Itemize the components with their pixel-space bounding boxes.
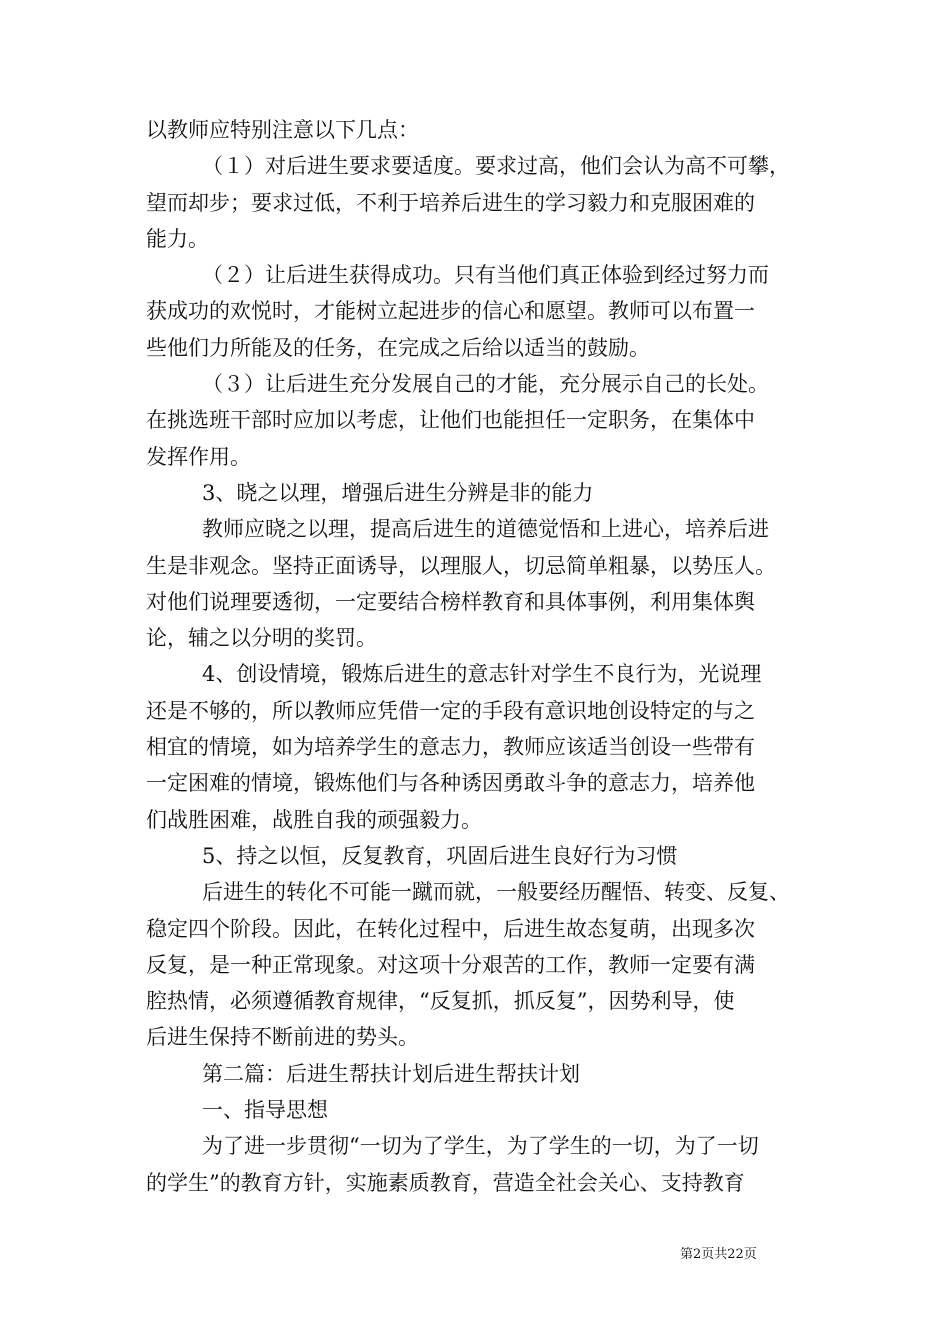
section-heading: 5、持之以恒，反复教育，巩固后进生良好行为习惯 [202,843,678,868]
text-line: 发挥作用。 [146,444,251,469]
text-line: 论，辅之以分明的奖罚。 [146,626,377,651]
text-line: 获成功的欢悦时，才能树立起进步的信心和愿望。教师可以布置一 [146,299,755,324]
text-line: （２）让后进生获得成功。只有当他们真正体验到经过努力而 [202,263,769,288]
text-line: 些他们力所能及的任务，在完成之后给以适当的鼓励。 [146,335,650,360]
text-line: 望而却步；要求过低，不利于培养后进生的学习毅力和克服困难的 [146,190,755,215]
text-line: 还是不够的，所以教师应凭借一定的手段有意识地创设特定的与之 [146,698,755,723]
page-number: 第2页共22页 [680,1247,757,1262]
section-heading: 4、创设情境，锻炼后进生的意志针对学生不良行为，光说理 [202,662,762,687]
text-line: 后进生的转化不可能一蹴而就，一般要经历醒悟、转变、反复、 [202,880,790,905]
section-heading: 一、指导思想 [202,1098,328,1123]
text-line: 生是非观念。坚持正面诱导，以理服人，切忌简单粗暴，以势压人。 [146,553,776,578]
text-line: 反复，是一种正常现象。对这项十分艰苦的工作，教师一定要有满 [146,952,755,977]
text-line: 以教师应特别注意以下几点： [146,118,419,142]
document-body [146,112,816,1201]
text-line: 一定困难的情境，锻炼他们与各种诱因勇敢斗争的意志力，培养他 [146,771,755,796]
text-line: （１）对后进生要求要适度。要求过高，他们会认为高不可攀， [202,154,790,179]
text-line: 后进生保持不断前进的势头。 [146,1025,419,1050]
text-line: 对他们说理要透彻，一定要结合榜样教育和具体事例，利用集体舆 [146,589,755,614]
text-line: 相宜的情境，如为培养学生的意志力，教师应该适当创设一些带有 [146,735,755,760]
chapter-heading: 第二篇：后进生帮扶计划后进生帮扶计划 [202,1061,580,1086]
section-heading: 3、晓之以理，增强后进生分辨是非的能力 [202,480,594,505]
text-line: 腔热情，必须遵循教育规律，“反复抓，抓反复”，因势利导，使 [146,989,735,1014]
text-line: 为了进一步贯彻“一切为了学生，为了学生的一切，为了一切 [202,1134,759,1159]
text-line: （３）让后进生充分发展自己的才能，充分展示自己的长处。 [202,372,769,397]
text-line: 教师应晓之以理，提高后进生的道德觉悟和上进心，培养后进 [202,517,769,542]
text-line: 稳定四个阶段。因此，在转化过程中，后进生故态复萌，出现多次 [146,916,755,941]
text-line: 能力。 [146,226,209,251]
text-line: 在挑选班干部时应加以考虑，让他们也能担任一定职务，在集体中 [146,408,755,433]
text-line: 们战胜困难，战胜自我的顽强毅力。 [146,807,482,832]
text-line: 的学生”的教育方针，实施素质教育，营造全社会关心、支持教育 [146,1170,745,1195]
